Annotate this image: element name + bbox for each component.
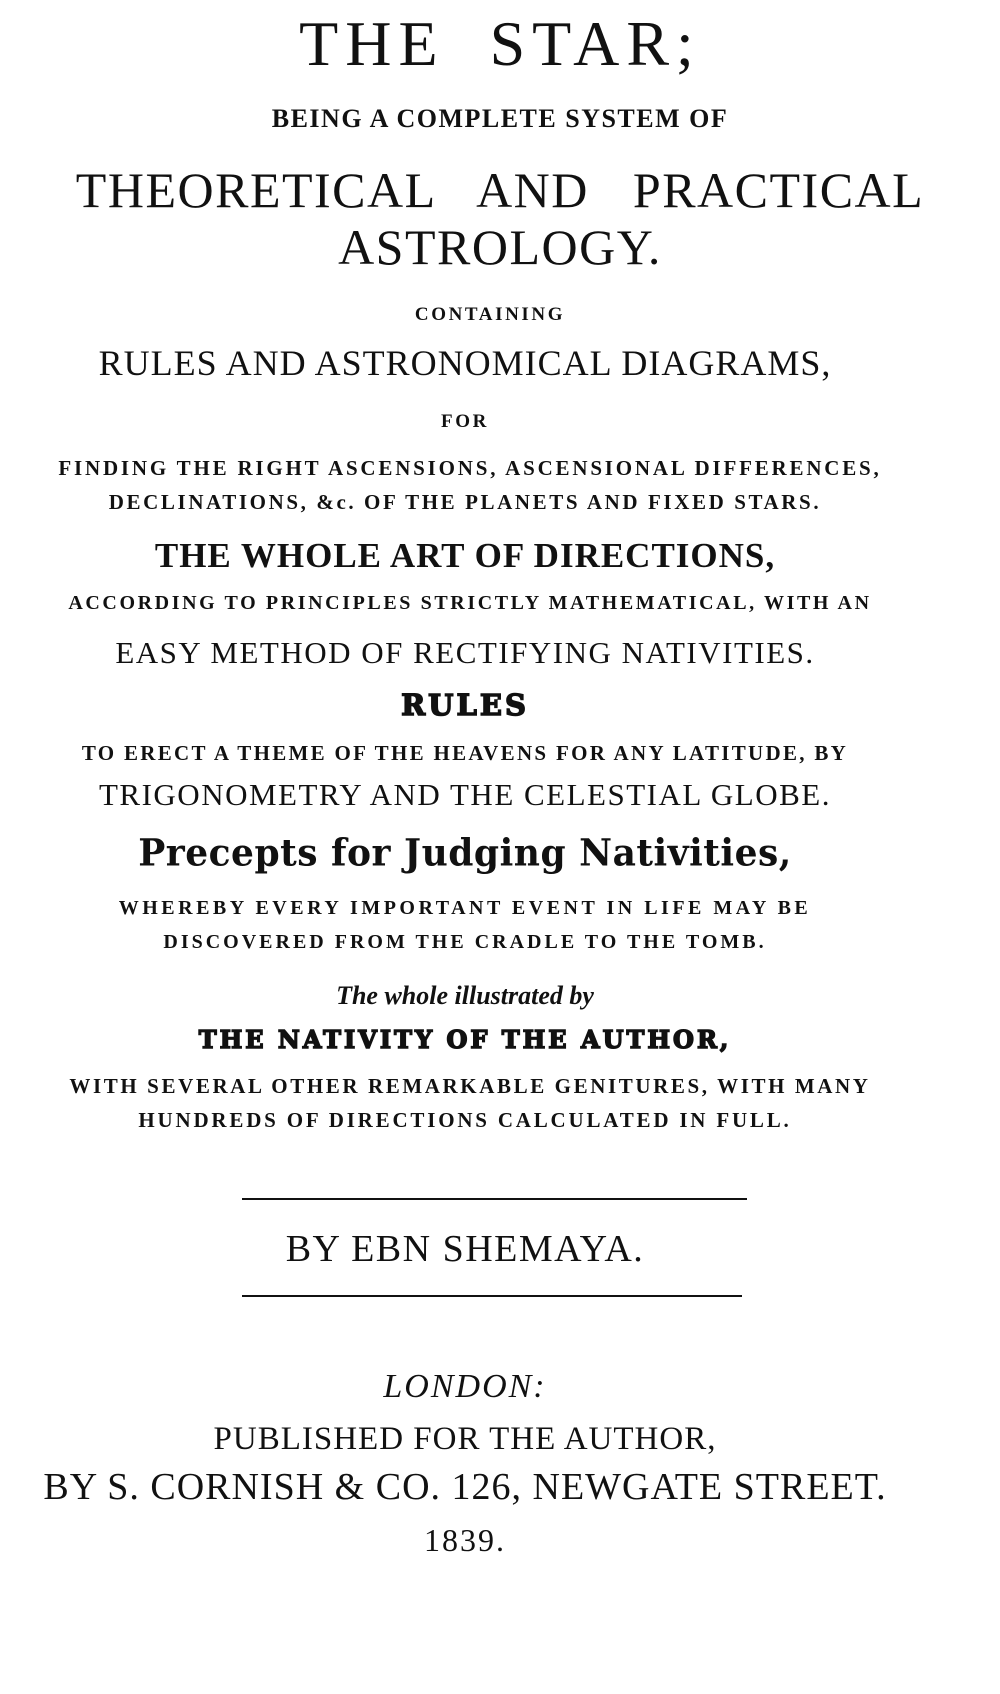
directions-line-2: EASY METHOD OF RECTIFYING NATIVITIES. [115,635,815,670]
rules-diagrams-line: RULES AND ASTRONOMICAL DIAGRAMS, [98,343,832,383]
book-title: THE STAR; [299,8,701,79]
place-of-publication: LONDON: [383,1368,547,1405]
printer-address-line: BY S. CORNISH & CO. 126, NEWGATE STREET. [43,1466,887,1508]
directions-heading: THE WHOLE ART OF DIRECTIONS, [154,536,776,575]
for-label: FOR [441,411,489,432]
precepts-heading: Precepts for Judging Nativities, [138,830,792,876]
genitures-line-2: HUNDREDS OF DIRECTIONS CALCULATED IN FULL. [138,1108,792,1132]
divider-rule-top [242,1198,747,1200]
finding-line-2: DECLINATIONS, &c. OF THE PLANETS AND FIXED STARS. [108,490,822,514]
whereby-line-2: DISCOVERED FROM THE CRADLE TO THE TOMB. [163,931,767,953]
containing-label: CONTAINING [414,304,566,325]
main-subject-line-1: THEORETICAL AND PRACTICAL [75,162,925,218]
theme-line-1: TO ERECT A THEME OF THE HEAVENS FOR ANY LATITUDE, BY [81,741,849,765]
nativity-heading: THE NATIVITY OF THE AUTHOR, [198,1025,732,1054]
publication-year: 1839. [424,1522,506,1558]
rules-heading: RULES [401,688,529,722]
genitures-line-1: WITH SEVERAL OTHER REMARKABLE GENITURES, WITH MANY [69,1074,871,1098]
theme-line-2: TRIGONOMETRY AND THE CELESTIAL GLOBE. [98,777,831,812]
publisher-line: PUBLISHED FOR THE AUTHOR, [213,1421,717,1457]
divider-rule-bottom [242,1295,742,1297]
directions-line-1: ACCORDING TO PRINCIPLES STRICTLY MATHEMATICAL, WITH AN [68,592,872,614]
finding-line-1: FINDING THE RIGHT ASCENSIONS, ASCENSIONAL DIFFERENCES, [58,456,882,480]
author-line: BY EBN SHEMAYA. [285,1228,645,1270]
illustrated-by: The whole illustrated by [336,981,594,1010]
subtitle-intro: BEING A COMPLETE SYSTEM OF [271,104,729,133]
main-subject-line-2: ASTROLOGY. [338,219,662,275]
whereby-line-1: WHEREBY EVERY IMPORTANT EVENT IN LIFE MAY BE [118,897,812,919]
